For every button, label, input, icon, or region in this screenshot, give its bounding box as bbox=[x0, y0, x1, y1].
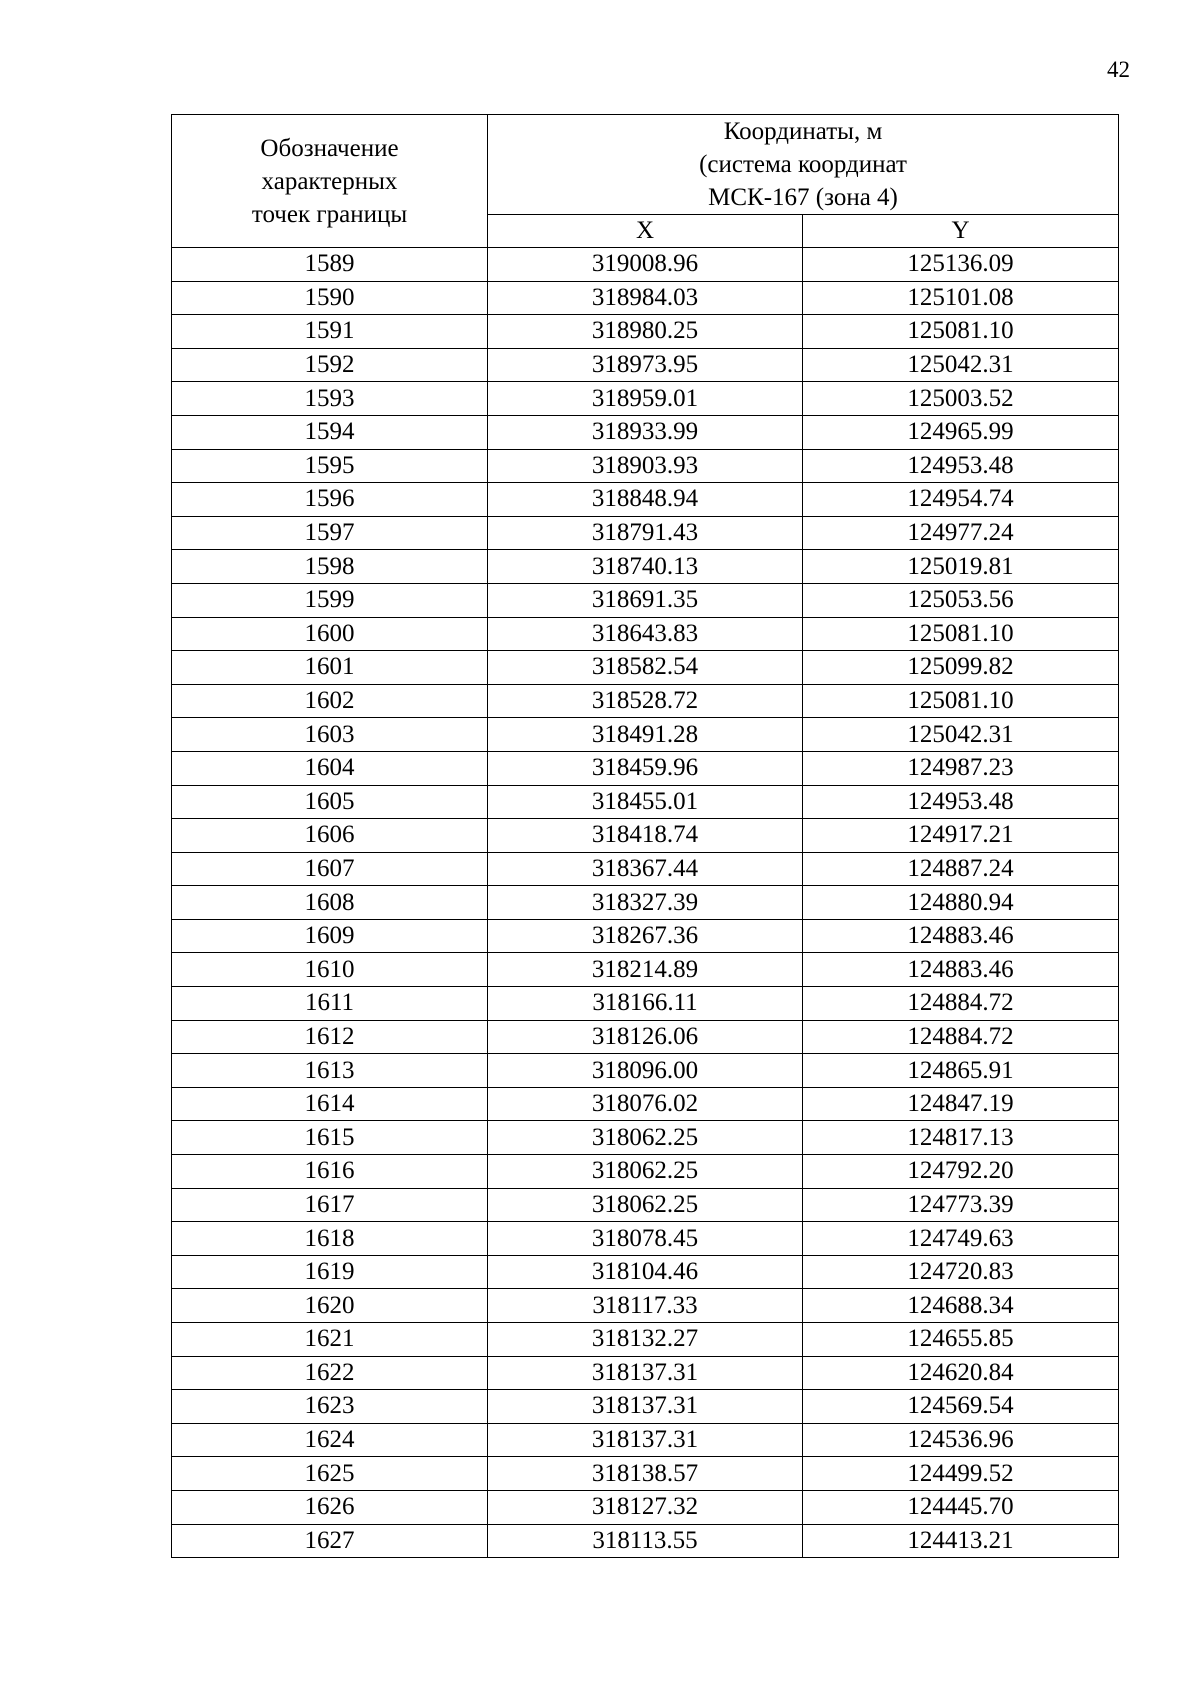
point-id-cell: 1627 bbox=[172, 1524, 488, 1558]
y-coordinate-cell: 124817.13 bbox=[803, 1121, 1119, 1155]
table-row bbox=[172, 415, 1119, 449]
x-coordinate-cell: 318459.96 bbox=[488, 751, 803, 785]
table-row bbox=[172, 919, 1119, 953]
x-coordinate-cell: 318528.72 bbox=[488, 684, 803, 718]
y-coordinate-cell: 124655.85 bbox=[803, 1323, 1119, 1357]
y-coordinate-cell: 124445.70 bbox=[803, 1490, 1119, 1524]
x-coordinate-cell: 318062.25 bbox=[488, 1121, 803, 1155]
y-coordinate-cell: 124953.48 bbox=[803, 785, 1119, 819]
x-coordinate-cell: 318138.57 bbox=[488, 1457, 803, 1491]
y-coordinate-cell: 124887.24 bbox=[803, 852, 1119, 886]
x-coordinate-cell: 318267.36 bbox=[488, 919, 803, 953]
point-id-cell: 1616 bbox=[172, 1155, 488, 1189]
point-id-cell: 1608 bbox=[172, 886, 488, 920]
y-coordinate-cell: 125099.82 bbox=[803, 651, 1119, 685]
point-id-cell: 1623 bbox=[172, 1390, 488, 1424]
x-coordinate-cell: 318062.25 bbox=[488, 1155, 803, 1189]
point-designation-header bbox=[172, 115, 488, 248]
x-coordinate-cell: 318126.06 bbox=[488, 1020, 803, 1054]
point-id-cell: 1609 bbox=[172, 919, 488, 953]
y-coordinate-cell: 124688.34 bbox=[803, 1289, 1119, 1323]
x-coordinate-cell: 318691.35 bbox=[488, 583, 803, 617]
table-row bbox=[172, 751, 1119, 785]
point-id-cell: 1615 bbox=[172, 1121, 488, 1155]
table-row bbox=[172, 382, 1119, 416]
point-id-cell: 1622 bbox=[172, 1356, 488, 1390]
table-body bbox=[172, 248, 1119, 1558]
x-coordinate-cell: 318418.74 bbox=[488, 819, 803, 853]
point-id-cell: 1614 bbox=[172, 1087, 488, 1121]
point-id-cell: 1605 bbox=[172, 785, 488, 819]
y-coordinate-cell: 125101.08 bbox=[803, 281, 1119, 315]
x-coordinate-cell: 319008.96 bbox=[488, 248, 803, 282]
y-coordinate-cell: 124953.48 bbox=[803, 449, 1119, 483]
table-row bbox=[172, 248, 1119, 282]
point-id-cell: 1599 bbox=[172, 583, 488, 617]
table-row bbox=[172, 785, 1119, 819]
y-coordinate-cell: 124880.94 bbox=[803, 886, 1119, 920]
y-coordinate-cell: 124536.96 bbox=[803, 1423, 1119, 1457]
table-row bbox=[172, 1255, 1119, 1289]
y-coordinate-cell: 124792.20 bbox=[803, 1155, 1119, 1189]
x-column-header: X bbox=[488, 215, 803, 248]
x-coordinate-cell: 318327.39 bbox=[488, 886, 803, 920]
table-row bbox=[172, 1323, 1119, 1357]
x-coordinate-cell: 318104.46 bbox=[488, 1255, 803, 1289]
table-row bbox=[172, 583, 1119, 617]
table-row bbox=[172, 852, 1119, 886]
y-coordinate-cell: 125081.10 bbox=[803, 315, 1119, 349]
x-coordinate-cell: 318132.27 bbox=[488, 1323, 803, 1357]
point-id-cell: 1612 bbox=[172, 1020, 488, 1054]
point-id-cell: 1604 bbox=[172, 751, 488, 785]
table-row bbox=[172, 1490, 1119, 1524]
x-coordinate-cell: 318127.32 bbox=[488, 1490, 803, 1524]
table-row bbox=[172, 718, 1119, 752]
point-id-cell: 1621 bbox=[172, 1323, 488, 1357]
x-coordinate-cell: 318113.55 bbox=[488, 1524, 803, 1558]
point-id-cell: 1617 bbox=[172, 1188, 488, 1222]
y-coordinate-cell: 125081.10 bbox=[803, 617, 1119, 651]
x-coordinate-cell: 318933.99 bbox=[488, 415, 803, 449]
table-row bbox=[172, 1054, 1119, 1088]
y-coordinate-cell: 124413.21 bbox=[803, 1524, 1119, 1558]
table-row bbox=[172, 1289, 1119, 1323]
x-coordinate-cell: 318367.44 bbox=[488, 852, 803, 886]
x-coordinate-cell: 318740.13 bbox=[488, 550, 803, 584]
point-id-cell: 1606 bbox=[172, 819, 488, 853]
table-row bbox=[172, 1222, 1119, 1256]
point-id-cell: 1602 bbox=[172, 684, 488, 718]
point-id-cell: 1593 bbox=[172, 382, 488, 416]
y-coordinate-cell: 124954.74 bbox=[803, 483, 1119, 517]
y-coordinate-cell: 124884.72 bbox=[803, 987, 1119, 1021]
table-row bbox=[172, 449, 1119, 483]
point-id-cell: 1626 bbox=[172, 1490, 488, 1524]
point-id-cell: 1594 bbox=[172, 415, 488, 449]
point-designation-header-label: Обозначение характерных точек границы bbox=[251, 134, 408, 228]
y-coordinate-cell: 124917.21 bbox=[803, 819, 1119, 853]
x-coordinate-cell: 318980.25 bbox=[488, 315, 803, 349]
page-number: 42 bbox=[1107, 57, 1130, 82]
table-row bbox=[172, 315, 1119, 349]
x-coordinate-cell: 318137.31 bbox=[488, 1356, 803, 1390]
x-coordinate-cell: 318078.45 bbox=[488, 1222, 803, 1256]
point-id-cell: 1607 bbox=[172, 852, 488, 886]
point-id-cell: 1596 bbox=[172, 483, 488, 517]
y-coordinate-cell: 124883.46 bbox=[803, 953, 1119, 987]
point-id-cell: 1598 bbox=[172, 550, 488, 584]
y-coordinate-cell: 124965.99 bbox=[803, 415, 1119, 449]
y-coordinate-cell: 125042.31 bbox=[803, 718, 1119, 752]
y-coordinate-cell: 124884.72 bbox=[803, 1020, 1119, 1054]
table-row bbox=[172, 953, 1119, 987]
table-row bbox=[172, 550, 1119, 584]
point-id-cell: 1595 bbox=[172, 449, 488, 483]
point-id-cell: 1600 bbox=[172, 617, 488, 651]
point-id-cell: 1618 bbox=[172, 1222, 488, 1256]
table-row bbox=[172, 1524, 1119, 1558]
coordinates-header bbox=[488, 115, 1119, 215]
table-row bbox=[172, 348, 1119, 382]
point-id-cell: 1610 bbox=[172, 953, 488, 987]
y-coordinate-cell: 125081.10 bbox=[803, 684, 1119, 718]
x-coordinate-cell: 318848.94 bbox=[488, 483, 803, 517]
y-coordinate-cell: 124620.84 bbox=[803, 1356, 1119, 1390]
table-row bbox=[172, 1020, 1119, 1054]
point-id-cell: 1591 bbox=[172, 315, 488, 349]
x-coordinate-cell: 318973.95 bbox=[488, 348, 803, 382]
table-row bbox=[172, 684, 1119, 718]
table-row bbox=[172, 1121, 1119, 1155]
table-row bbox=[172, 617, 1119, 651]
table-row bbox=[172, 819, 1119, 853]
table-row bbox=[172, 886, 1119, 920]
x-coordinate-cell: 318643.83 bbox=[488, 617, 803, 651]
x-coordinate-cell: 318137.31 bbox=[488, 1390, 803, 1424]
table-row bbox=[172, 1087, 1119, 1121]
y-coordinate-cell: 124720.83 bbox=[803, 1255, 1119, 1289]
point-id-cell: 1613 bbox=[172, 1054, 488, 1088]
point-id-cell: 1597 bbox=[172, 516, 488, 550]
table-row bbox=[172, 1155, 1119, 1189]
y-coordinate-cell: 124749.63 bbox=[803, 1222, 1119, 1256]
y-coordinate-cell: 125019.81 bbox=[803, 550, 1119, 584]
y-coordinate-cell: 124987.23 bbox=[803, 751, 1119, 785]
table-row bbox=[172, 651, 1119, 685]
y-coordinate-cell: 125042.31 bbox=[803, 348, 1119, 382]
point-id-cell: 1620 bbox=[172, 1289, 488, 1323]
point-id-cell: 1611 bbox=[172, 987, 488, 1021]
point-id-cell: 1624 bbox=[172, 1423, 488, 1457]
point-id-cell: 1589 bbox=[172, 248, 488, 282]
table-row bbox=[172, 1356, 1119, 1390]
x-coordinate-cell: 318903.93 bbox=[488, 449, 803, 483]
x-coordinate-cell: 318076.02 bbox=[488, 1087, 803, 1121]
y-coordinate-cell: 125053.56 bbox=[803, 583, 1119, 617]
y-column-header: Y bbox=[803, 215, 1119, 248]
y-coordinate-cell: 124847.19 bbox=[803, 1087, 1119, 1121]
coordinates-table bbox=[171, 114, 1119, 1558]
y-coordinate-cell: 124977.24 bbox=[803, 516, 1119, 550]
y-coordinate-cell: 124773.39 bbox=[803, 1188, 1119, 1222]
x-coordinate-cell: 318491.28 bbox=[488, 718, 803, 752]
y-coordinate-cell: 124883.46 bbox=[803, 919, 1119, 953]
y-coordinate-cell: 125003.52 bbox=[803, 382, 1119, 416]
point-id-cell: 1603 bbox=[172, 718, 488, 752]
point-id-cell: 1601 bbox=[172, 651, 488, 685]
y-coordinate-cell: 125136.09 bbox=[803, 248, 1119, 282]
x-coordinate-cell: 318166.11 bbox=[488, 987, 803, 1021]
table-row bbox=[172, 281, 1119, 315]
table-row bbox=[172, 1423, 1119, 1457]
table-row bbox=[172, 1457, 1119, 1491]
x-coordinate-cell: 318791.43 bbox=[488, 516, 803, 550]
point-id-cell: 1619 bbox=[172, 1255, 488, 1289]
x-coordinate-cell: 318137.31 bbox=[488, 1423, 803, 1457]
point-id-cell: 1592 bbox=[172, 348, 488, 382]
y-coordinate-cell: 124499.52 bbox=[803, 1457, 1119, 1491]
coordinates-header-label: Координаты, м (система координат МСК-167 (зона 4) bbox=[699, 118, 907, 211]
x-coordinate-cell: 318062.25 bbox=[488, 1188, 803, 1222]
point-id-cell: 1590 bbox=[172, 281, 488, 315]
x-coordinate-cell: 318455.01 bbox=[488, 785, 803, 819]
table-row bbox=[172, 483, 1119, 517]
x-coordinate-cell: 318984.03 bbox=[488, 281, 803, 315]
x-coordinate-cell: 318582.54 bbox=[488, 651, 803, 685]
y-coordinate-cell: 124569.54 bbox=[803, 1390, 1119, 1424]
x-coordinate-cell: 318096.00 bbox=[488, 1054, 803, 1088]
table-row bbox=[172, 1390, 1119, 1424]
x-coordinate-cell: 318117.33 bbox=[488, 1289, 803, 1323]
table-row bbox=[172, 1188, 1119, 1222]
table-row bbox=[172, 516, 1119, 550]
point-id-cell: 1625 bbox=[172, 1457, 488, 1491]
x-coordinate-cell: 318214.89 bbox=[488, 953, 803, 987]
table-row bbox=[172, 987, 1119, 1021]
x-coordinate-cell: 318959.01 bbox=[488, 382, 803, 416]
y-coordinate-cell: 124865.91 bbox=[803, 1054, 1119, 1088]
